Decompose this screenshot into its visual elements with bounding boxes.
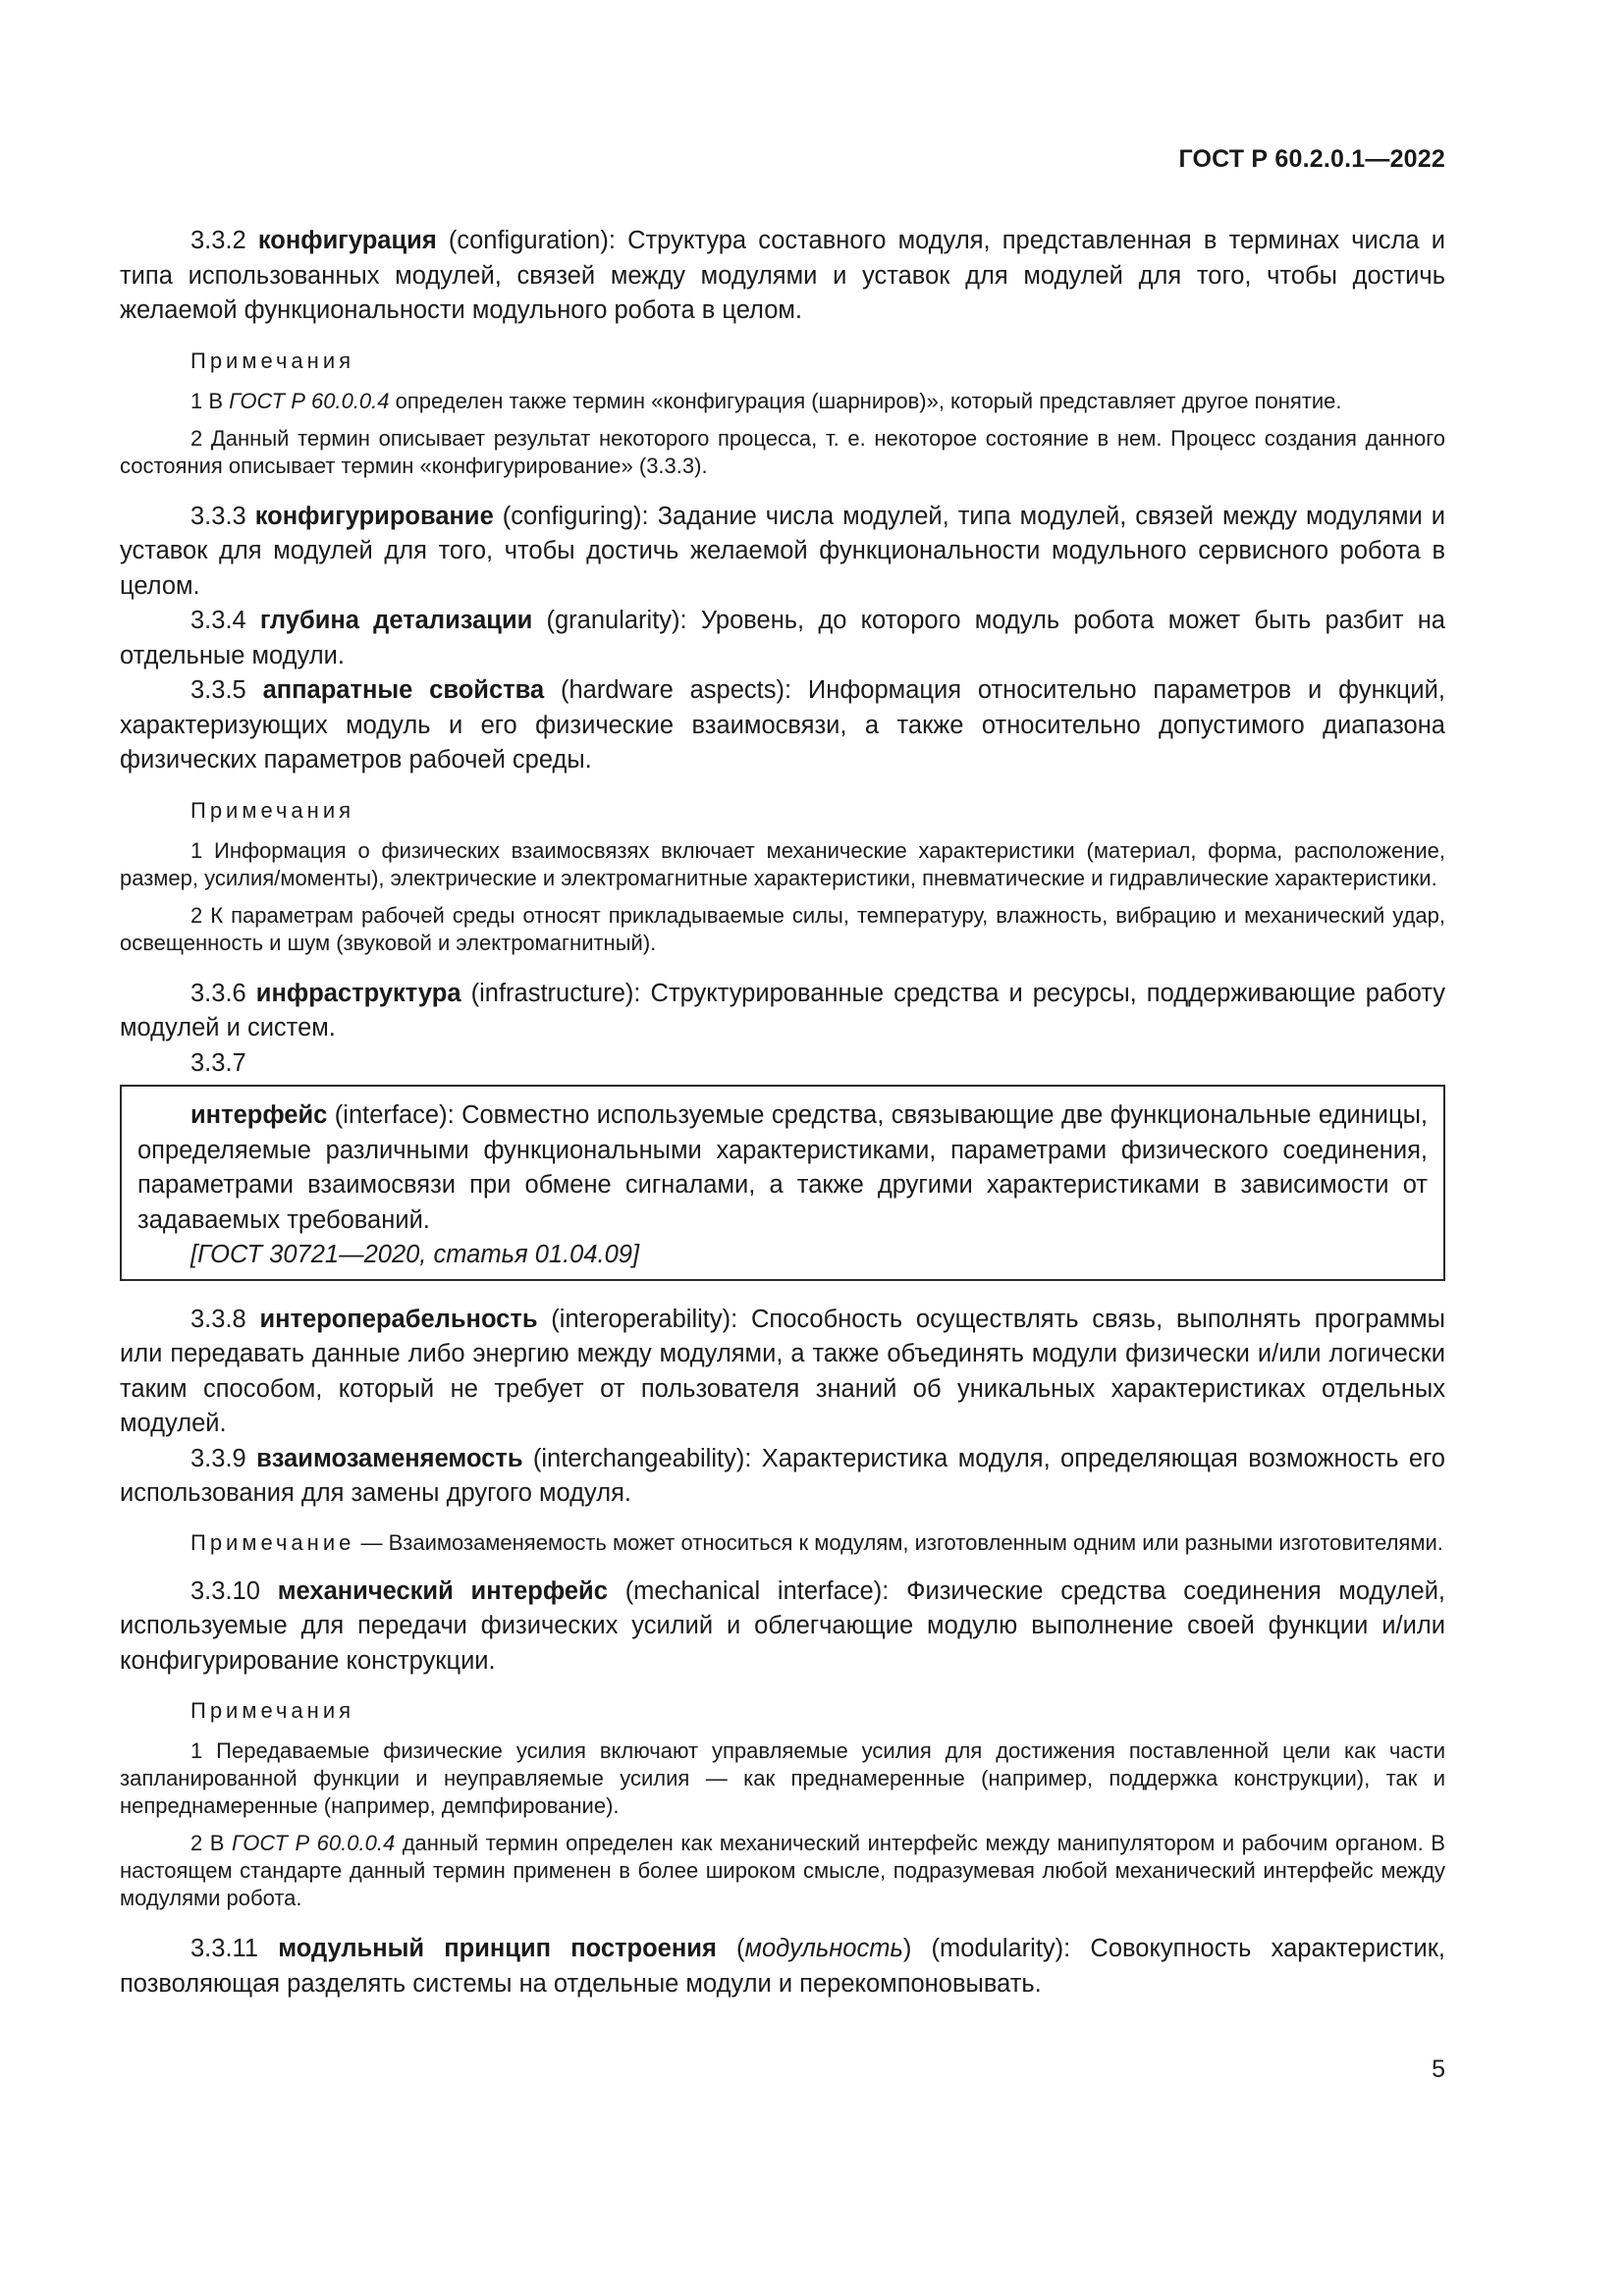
term-definition: (granularity): Уровень, до которого модуль робота может быть разбит на отдельные модули.	[120, 607, 1445, 669]
note-item: 1 Передаваемые физические усилия включают управляемые усилия для достижения поставленной цели как части запланированной функции и неуправляемые усилия — как преднамеренные (например, поддержка конструкции), так и непреднамеренные (например, демпфирование).	[120, 1738, 1445, 1818]
term-number: 3.3.2	[190, 227, 246, 254]
note-item: 1 В ГОСТ Р 60.0.0.4 определен также термин «конфигурация (шарниров)», который представляет другое понятие.	[190, 388, 1342, 413]
term-3-3-9	[120, 1442, 1445, 1512]
term-3-3-6	[120, 977, 1445, 1046]
note-item: 2 Данный термин описывает результат некоторого процесса, т. е. некоторое состояние в нем. Процесс создания данного состояния описывает термин «конфигурирование» (3.3.3).	[120, 425, 1445, 478]
notes-heading: Примечания	[190, 347, 355, 373]
term-3-3-10	[120, 1575, 1445, 1680]
term-definition: (interface): Совместно используемые средства, связывающие две функциональные единицы, определяемые различными функциональными характеристиками, параметрами физического соединения, параметрами взаимосвязи при обмене сигналами, а также другими характеристиками в зависимости от задаваемых требований.	[137, 1101, 1428, 1234]
term-name: глубина детализации	[259, 607, 533, 634]
notes-heading: Примечания	[190, 1698, 355, 1723]
term-name: модульный принцип построения	[278, 1935, 717, 1962]
term-name: аппаратные свойства	[262, 676, 545, 704]
term-definition: (hardware aspects): Информация относительно параметров и функций, характеризующих модуль и его физические взаимосвязи, а также относительно допустимого диапазона физических параметров рабочей среды.	[120, 676, 1445, 774]
term-3-3-5	[120, 673, 1445, 778]
notes-heading: Примечания	[190, 797, 355, 823]
term-definition: (infrastructure): Структурированные средства и ресурсы, поддерживающие работу модулей и систем.	[120, 979, 1445, 1041]
single-note	[120, 1529, 1445, 1557]
term-3-3-3	[120, 500, 1445, 605]
note-text: — Взаимозаменяемость может относиться к модулям, изготовленным одним или разными изготовителями.	[360, 1529, 1443, 1555]
term-number: 3.3.3	[190, 502, 246, 530]
term-definition: (interchangeability): Характеристика модуля, определяющая возможность его использования для замены другого модуля.	[120, 1444, 1445, 1507]
term-3-3-8	[120, 1303, 1445, 1442]
term-name: инфраструктура	[255, 979, 461, 1007]
term-name: конфигурирование	[254, 502, 494, 530]
term-3-3-11: 3.3.11 модульный принцип построения (модульность) (modularity): Совокупность характеристик, позволяющая разделять системы на отдельные модули и перекомпоновывать.	[120, 1935, 1445, 1998]
term-number: 3.3.5	[190, 676, 246, 704]
term-name: интероперабельность	[259, 1305, 538, 1333]
note-item: 2 В ГОСТ Р 60.0.0.4 данный термин определен как механический интерфейс между манипулятором и рабочим органом. В настоящем стандарте данный термин применен в более широком смысле, подразумевая любой механический интерфейс между модулями робота.	[120, 1831, 1445, 1910]
term-3-3-2	[120, 224, 1445, 329]
note-item: 2 К параметрам рабочей среды относят прикладываемые силы, температуру, влажность, вибрацию и механический удар, освещенность и шум (звуковой и электромагнитный).	[120, 902, 1445, 955]
term-number-3-3-7: 3.3.7	[190, 1048, 246, 1077]
page-number: 5	[1432, 2056, 1445, 2083]
term-definition: (interoperability): Способность осуществлять связь, выполнять программы или передавать данные либо энергию между модулями, а также объединять модули физически и/или логически таким способом, который не требует от пользователя знаний об уникальных характеристиках отдельных модулей.	[120, 1305, 1445, 1437]
term-name: механический интерфейс	[277, 1576, 608, 1605]
source-citation: [ГОСТ 30721—2020, статья 01.04.09]	[190, 1241, 640, 1268]
quoted-definition-box	[120, 1085, 1445, 1281]
term-3-3-7	[137, 1098, 1428, 1238]
term-number: 3.3.6	[190, 979, 246, 1007]
term-definition: ) (modularity): Совокупность характеристик, позволяющая разделять системы на отдельные модули и перекомпоновывать.	[120, 1935, 1445, 1998]
term-name: интерфейс	[190, 1101, 328, 1129]
note-label: Примечание	[190, 1529, 355, 1555]
page-content	[120, 224, 1445, 2002]
term-number: 3.3.4	[190, 607, 246, 634]
term-number: 3.3.11	[190, 1935, 259, 1962]
term-number: 3.3.8	[190, 1305, 246, 1333]
term-definition: (mechanical interface): Физические средства соединения модулей, используемые для передачи физических усилий и облегчающие модулю выполнение своей функции и/или конфигурирование конструкции.	[120, 1576, 1446, 1675]
note-item: 1 Информация о физических взаимосвязях включает механические характеристики (материал, форма, расположение, размер, усилия/моменты), электрические и электромагнитные характеристики, пневматические и гидравлические характеристики.	[120, 837, 1445, 890]
term-synonym: модульность	[744, 1935, 903, 1962]
standard-reference: ГОСТ Р 60.0.0.4	[229, 388, 390, 413]
term-number: 3.3.9	[190, 1444, 246, 1472]
term-definition: (configuring): Задание числа модулей, типа модулей, связей между модулями и уставок для модулей для того, чтобы достичь желаемой функциональности модульного сервисного робота в целом.	[120, 502, 1445, 600]
standard-reference: ГОСТ Р 60.0.0.4	[231, 1831, 396, 1855]
term-name: конфигурация	[257, 227, 437, 254]
term-3-3-4	[120, 604, 1445, 673]
term-number: 3.3.10	[190, 1576, 260, 1605]
term-definition: (configuration): Структура составного модуля, представленная в терминах числа и типа использованных модулей, связей между модулями и уставок для модулей для того, чтобы достичь желаемой функциональности модульного робота в целом.	[120, 227, 1445, 324]
standard-code-header: ГОСТ Р 60.2.0.1—2022	[1178, 145, 1445, 173]
term-name: взаимозаменяемость	[256, 1444, 523, 1472]
